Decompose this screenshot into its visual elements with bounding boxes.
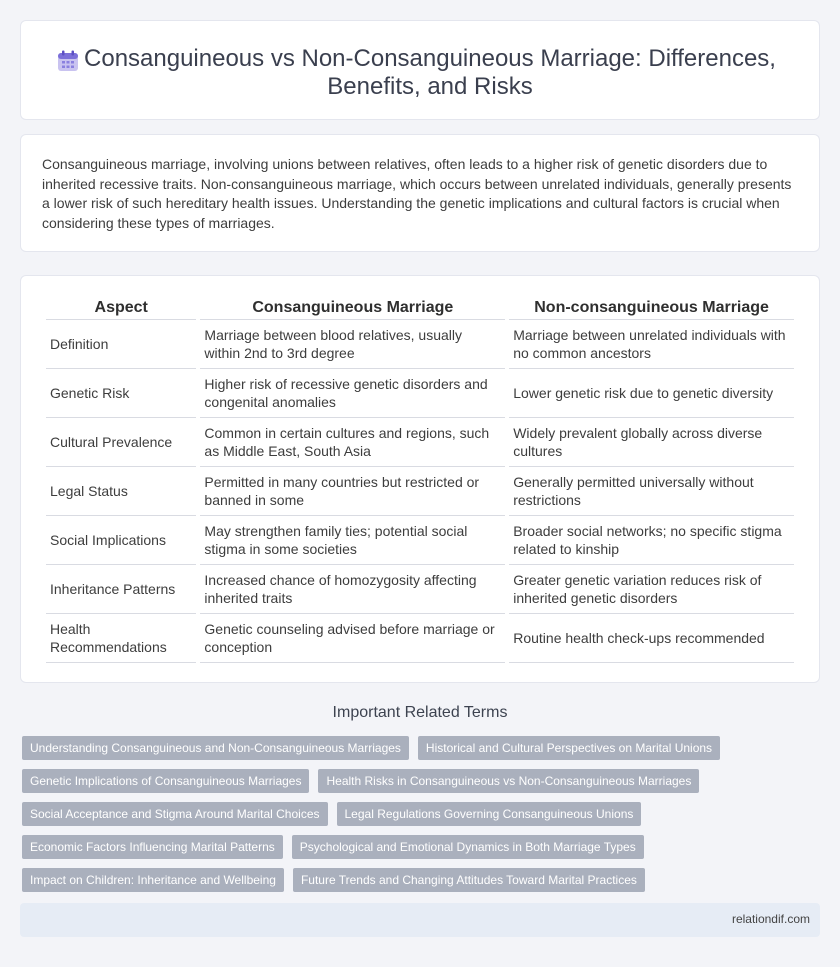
cell-non-consanguineous: Greater genetic variation reduces risk of inherited genetic disorders (509, 565, 794, 614)
header-card (20, 20, 820, 120)
table-row (46, 467, 794, 516)
page-title-line-1: Consanguineous vs Non-Consanguineous Marriage: Differences, (84, 45, 776, 72)
cell-consanguineous: Permitted in many countries but restricted or banned in some (200, 467, 505, 516)
cell-aspect: Health Recommendations (46, 614, 196, 663)
table-header-row (46, 294, 794, 320)
footer-bar (20, 903, 820, 937)
related-term-tag[interactable]: Economic Factors Influencing Marital Patterns (22, 835, 283, 859)
related-term-tag[interactable]: Understanding Consanguineous and Non-Consanguineous Marriages (22, 736, 409, 760)
comparison-table-card (20, 275, 820, 683)
intro-card (20, 134, 820, 252)
column-header-consanguineous: Consanguineous Marriage (200, 294, 505, 320)
comparison-table (42, 294, 798, 663)
related-term-tag[interactable]: Legal Regulations Governing Consanguineous Unions (337, 802, 642, 826)
tag-row (22, 802, 812, 826)
cell-aspect: Genetic Risk (46, 369, 196, 418)
related-term-tag[interactable]: Psychological and Emotional Dynamics in Both Marriage Types (292, 835, 644, 859)
tag-row (22, 769, 812, 793)
cell-consanguineous: Higher risk of recessive genetic disorders and congenital anomalies (200, 369, 505, 418)
cell-consanguineous: Increased chance of homozygosity affecting inherited traits (200, 565, 505, 614)
related-term-tag[interactable]: Future Trends and Changing Attitudes Toward Marital Practices (293, 868, 645, 892)
footer-site-link[interactable]: relationdif.com (731, 912, 810, 926)
cell-non-consanguineous: Lower genetic risk due to genetic diversity (509, 369, 794, 418)
table-row (46, 614, 794, 663)
tag-row (22, 835, 812, 859)
cell-aspect: Inheritance Patterns (46, 565, 196, 614)
table-row (46, 418, 794, 467)
cell-aspect: Legal Status (46, 467, 196, 516)
column-header-non-consanguineous: Non-consanguineous Marriage (509, 294, 794, 320)
related-term-tag[interactable]: Social Acceptance and Stigma Around Marital Choices (22, 802, 328, 826)
cell-non-consanguineous: Widely prevalent globally across diverse cultures (509, 418, 794, 467)
cell-non-consanguineous: Generally permitted universally without restrictions (509, 467, 794, 516)
table-row (46, 320, 794, 369)
related-term-tag[interactable]: Health Risks in Consanguineous vs Non-Consanguineous Marriages (318, 769, 699, 793)
cell-non-consanguineous: Routine health check-ups recommended (509, 614, 794, 663)
cell-consanguineous: Genetic counseling advised before marriage or conception (200, 614, 505, 663)
related-term-tag[interactable]: Impact on Children: Inheritance and Wellbeing (22, 868, 284, 892)
cell-aspect: Social Implications (46, 516, 196, 565)
cell-non-consanguineous: Broader social networks; no specific stigma related to kinship (509, 516, 794, 565)
related-terms-list (22, 736, 812, 901)
cell-consanguineous: Marriage between blood relatives, usually within 2nd to 3rd degree (200, 320, 505, 369)
page-title-line-2: Benefits, and Risks (327, 73, 533, 100)
tag-row (22, 736, 812, 760)
table-row (46, 565, 794, 614)
page-title (61, 45, 799, 101)
intro-paragraph: Consanguineous marriage, involving unions between relatives, often leads to a higher risk of genetic disorders due to inherited recessive traits. Non-consanguineous marriage, which occurs between unrelated individuals, generally presents a lower risk of such hereditary health issues. Understanding the genetic implications and cultural factors is crucial when considering these types of marriages. (42, 156, 792, 231)
related-term-tag[interactable]: Historical and Cultural Perspectives on Marital Unions (418, 736, 720, 760)
cell-consanguineous: May strengthen family ties; potential social stigma in some societies (200, 516, 505, 565)
cell-aspect: Cultural Prevalence (46, 418, 196, 467)
tag-row (22, 868, 812, 892)
table-row (46, 516, 794, 565)
cell-consanguineous: Common in certain cultures and regions, such as Middle East, South Asia (200, 418, 505, 467)
column-header-aspect: Aspect (46, 294, 196, 320)
related-terms-heading: Important Related Terms (332, 704, 508, 721)
table-row (46, 369, 794, 418)
cell-aspect: Definition (46, 320, 196, 369)
cell-non-consanguineous: Marriage between unrelated individuals with no common ancestors (509, 320, 794, 369)
related-term-tag[interactable]: Genetic Implications of Consanguineous Marriages (22, 769, 309, 793)
